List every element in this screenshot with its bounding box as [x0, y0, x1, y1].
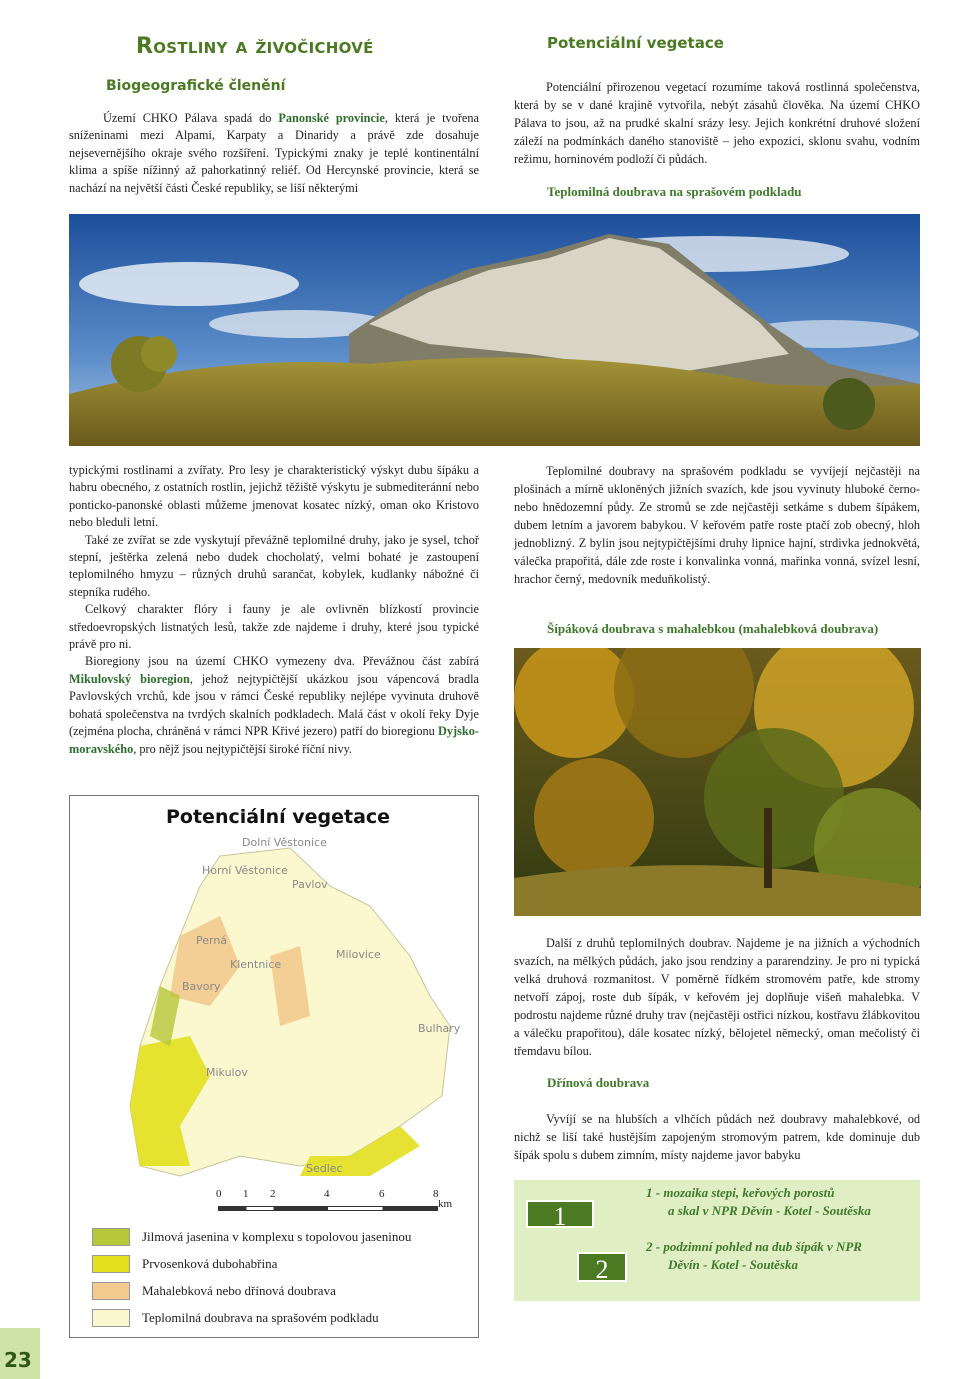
- heading-teplomilna-text: Teplomilná doubrava na sprašovém podkladu: [547, 184, 802, 199]
- paragraph-4: Bioregiony jsou na území CHKO vymezeny dva.: [85, 654, 355, 669]
- paragraph-1: typickými rostlinami a zvířaty. Pro lesy je charakteristický výskyt dubu šípáku a habru obecného, z ostatních rostlin, jejichž těžiště výskytu je submediteránní nebo ponticko-panonské oblasti můžeme jmenovat kosatec nízký, oman oko Kristovo nebo bleduli letní.: [69, 463, 479, 530]
- vegetation-map: [69, 795, 479, 1338]
- right-text-3: [514, 1110, 920, 1164]
- place-mikulov: Mikulov: [206, 1066, 248, 1079]
- heading-drinova: [547, 1075, 649, 1091]
- dyjsko-moravsky: Dyjsko-moravského: [69, 724, 479, 756]
- legend-swatch: [92, 1228, 130, 1246]
- paragraph-5a: Převážnou část zabírá: [362, 654, 480, 669]
- scale-bar-graphic: [218, 1206, 438, 1211]
- right-text-1: [514, 462, 920, 588]
- caption-number-1: [526, 1200, 594, 1231]
- caption-number-2: [577, 1252, 627, 1282]
- main-title-text: Rostliny a živočichové: [136, 34, 374, 59]
- place-dolni-vestonice: Dolní Věstonice: [242, 836, 327, 849]
- caption-2a: 2 - podzimní pohled na dub šípák v NPR: [646, 1239, 862, 1254]
- legend-label: Prvosenková dubohabřina: [142, 1256, 278, 1271]
- right-text-1-body: Teplomilné doubravy na sprašovém podkladu se vyvíjejí nejčastěji na plošinách a mírně ukloněných jižních svazích, kde jsou vyvinuty hluboké černo- nebo hnědozemní půdy. Ze stromů se zde nejčastěji setkáme s dubem šípákem, dubem letním a javorem babykou. V keřovém patře roste ptačí zob obecný, hloh jednoblizný. Z bylin jsou nejtypičtějšími druhy lipnice hajní, strdivka jednokvětá, válečka prapořitá, dále zde roste i konvalinka vonná, mařinka vonná, svízel lesní, hrachor černý, medovník meduňkolistý.: [514, 464, 920, 586]
- main-title: [136, 34, 466, 59]
- caption-2b: Děvín - Kotel - Soutěska: [668, 1257, 798, 1272]
- subtitle-text: Biogeografické členění: [106, 78, 286, 94]
- place-sedlec: Sedlec: [306, 1162, 343, 1175]
- scale-tick: 6: [379, 1188, 385, 1200]
- intro-paragraph: [69, 110, 479, 197]
- subtitle: [106, 78, 285, 94]
- place-bavory: Bavory: [182, 980, 221, 993]
- scale-tick: 8: [433, 1188, 439, 1200]
- scale-tick: 1: [243, 1188, 249, 1200]
- intro-text-1: Území CHKO Pálava spadá do: [103, 111, 279, 125]
- autumn-image: [514, 648, 921, 916]
- place-pavlov: Pavlov: [292, 878, 328, 891]
- map-area: [70, 826, 480, 1186]
- panorama-image: [69, 214, 920, 446]
- legend-swatch: [92, 1255, 130, 1273]
- legend-label: Teplomilná doubrava na sprašovém podkladu: [142, 1310, 379, 1325]
- legend-swatch: [92, 1309, 130, 1327]
- right-text-2-body: Další z druhů teplomilných doubrav. Najdeme je na jižních a východních svazích, na mělkých půdách, jako jsou rendziny a pararendziny. Je pro ni typická velká druhová rozmanitost. V poměrně řídkém stromovém patře, kde stromy netvoří zápoj, roste dub šípák, v keřovém jej doplňuje višeň mahalebka. V podrostu najdeme různé druhy trav (nejčastěji ostřici nízkou, kostřavu žlábkovitou a válečku prapořitou), dále kosatec nízký, bělojetel německý, oman mečolistý či třemdavu bílou.: [514, 936, 920, 1058]
- caption-1b: a skal v NPR Děvín - Kotel - Soutěska: [668, 1203, 871, 1218]
- place-klentnice: Klentnice: [230, 958, 282, 971]
- scale-unit: km: [438, 1198, 453, 1210]
- scale-tick: 4: [324, 1188, 330, 1200]
- heading-drinova-text: Dřínová doubrava: [547, 1075, 650, 1090]
- place-bulhary: Bulhary: [418, 1022, 461, 1035]
- legend-label: Mahalebková nebo dřínová doubrava: [142, 1283, 336, 1298]
- right-intro: [514, 78, 920, 168]
- caption-number-1-text: 1: [553, 1202, 567, 1231]
- legend-label: Jilmová jasenina v komplexu s topolovou jaseninou: [142, 1229, 412, 1244]
- autumn-photo: [514, 648, 921, 916]
- legend-item-dubohabrina: [92, 1254, 277, 1274]
- scale-tick: 0: [216, 1188, 222, 1200]
- panonske-provincie: Panonské provincie: [278, 111, 385, 125]
- right-title-text: Potenciální vegetace: [547, 34, 724, 52]
- heading-teplomilna: [547, 184, 802, 200]
- legend-item-jasenina: [92, 1227, 411, 1247]
- place-milovice: Milovice: [336, 948, 381, 961]
- heading-sipakova: [547, 621, 878, 637]
- page-number-tab: [0, 1328, 40, 1379]
- page-number: 23: [4, 1348, 32, 1372]
- map-title-text: Potenciální vegetace: [166, 806, 391, 828]
- left-body: [69, 462, 479, 758]
- paragraph-2: Také ze zvířat se zde vyskytují převážně teplomilné druhy, jako je sysel, tchoř stepní, ještěrka zelená nebo dudek chocholatý, velmi bohaté je zastoupení teplomilného hmyzu – různých druhů sarančat, kobylek, kudlanky nábožné či stepníka rudého.: [69, 532, 479, 599]
- scale-tick: 2: [270, 1188, 276, 1200]
- photo-caption-box: [514, 1180, 920, 1301]
- paragraph-5b: , jehož nejtypičtější ukázkou jsou vápencová bradla Pavlovských vrchů, kde jsou v rámci České republiky nejlépe vyvinuta druhově bohatá společenstva na tvrdých skalních podkladech. Malá část v okolí řeky Dyje (zejména plocha, chráněná v rámci NPR Křivé jezero) patří do bioregionu: [69, 671, 479, 739]
- caption-1: [646, 1184, 916, 1220]
- right-intro-text: Potenciální přirozenou vegetací rozumíme taková rostlinná společenstva, která by se v dané krajině vytvořila, nebýt zásahů člověka. Na území CHKO Pálava to jsou, až na prudké skalní srázy lesy. Jejich konkrétní druhové složení záleží na podmínkách daného stanoviště – jeho expozici, sklonu svahu, vodním režimu, horninovém podloží či půdách.: [514, 80, 920, 166]
- caption-1a: 1 - mozaika stepi, keřových porostů: [646, 1185, 835, 1200]
- panorama-photo: [69, 214, 920, 446]
- right-title: [547, 34, 724, 52]
- legend-item-mahalebkova: [92, 1281, 336, 1301]
- scale-bar: [216, 1188, 456, 1218]
- legend-swatch: [92, 1282, 130, 1300]
- mikulovsky-bioregion: Mikulovský bioregion: [69, 671, 190, 686]
- caption-2: [646, 1238, 916, 1274]
- right-text-3-body: Vyvíjí se na hlubších a vlhčích půdách než doubravy mahalebkové, od nichž se liší také hustějším zapojeným stromovým patrem, kde dominuje dub šípák spolu s dubem zimním, místy najdeme javor babyku: [514, 1112, 920, 1162]
- place-perna: Perná: [196, 934, 228, 947]
- paragraph-3: Celkový charakter flóry i fauny je ale ovlivněn blízkostí provincie středoevropských listnatých lesů, takže zde najdeme i druhy, které jsou typické právě pro ni.: [69, 602, 479, 652]
- map-title: [166, 806, 390, 828]
- right-text-2: [514, 934, 920, 1060]
- heading-sipakova-text: Šípáková doubrava s mahalebkou (mahalebková doubrava): [547, 621, 879, 636]
- legend-item-teplomilna: [92, 1308, 379, 1328]
- caption-number-2-text: 2: [595, 1255, 609, 1284]
- place-horni-vestonice: Horní Věstonice: [202, 864, 288, 877]
- intro-text-2: , která je tvořena sníženinami mezi Alpami, Karpaty a Dinaridy a právě zde dosahuje nejsevernějšího okraje svého rozšíření. Typickými znaky je teplé kontinentální klima a spíše nížinný až pahorkatinný reliéf. Od Hercynské provincie, která se nachází na největší části České republiky, se liší některými: [69, 111, 479, 195]
- paragraph-5c: , pro nějž jsou nejtypičtější široké říční nivy.: [133, 741, 353, 756]
